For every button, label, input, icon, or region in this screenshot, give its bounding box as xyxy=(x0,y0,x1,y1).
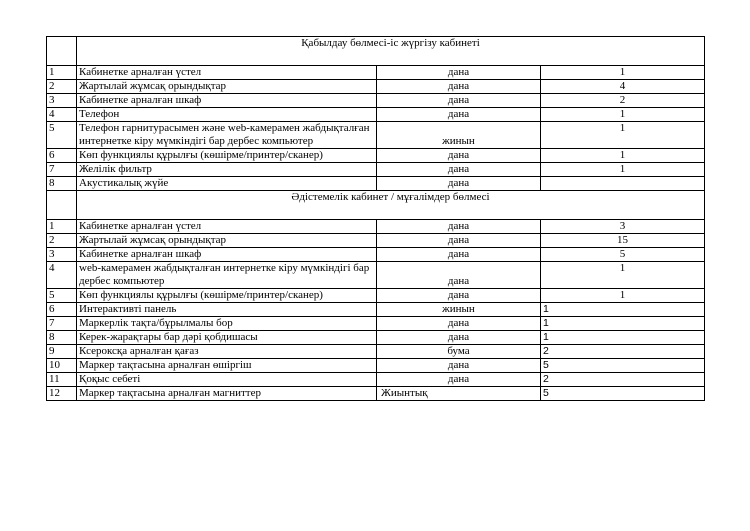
item-name: Қоқыс себеті xyxy=(77,373,377,387)
row-number: 3 xyxy=(47,94,77,108)
item-name: Көп функциялы құрылғы (көшірме/принтер/сканер) xyxy=(77,149,377,163)
item-quantity: 1 xyxy=(541,163,705,177)
item-quantity: 1 xyxy=(541,262,705,289)
item-quantity: 4 xyxy=(541,80,705,94)
item-unit: дана xyxy=(377,317,541,331)
inventory-table xyxy=(46,36,705,401)
item-quantity xyxy=(541,177,705,191)
item-unit: дана xyxy=(377,80,541,94)
item-name: Акустикалық жүйе xyxy=(77,177,377,191)
item-quantity: 15 xyxy=(541,234,705,248)
table-row xyxy=(47,80,705,94)
row-number: 11 xyxy=(47,373,77,387)
table-row xyxy=(47,331,705,345)
table-row xyxy=(47,373,705,387)
item-quantity: 1 xyxy=(541,289,705,303)
table-row xyxy=(47,317,705,331)
item-unit: дана xyxy=(377,163,541,177)
row-number: 5 xyxy=(47,289,77,303)
item-unit: дана xyxy=(377,331,541,345)
item-name: Маркер тақтасына арналған өшіргіш xyxy=(77,359,377,373)
item-quantity: 1 xyxy=(541,303,705,317)
table-row xyxy=(47,289,705,303)
table-row xyxy=(47,345,705,359)
item-name: Телефон гарнитурасымен және web-камерамен жабдықталған интернетке кіру мүмкіндігі бар дербес компьютер xyxy=(77,122,377,149)
table-row xyxy=(47,108,705,122)
table-row xyxy=(47,262,705,289)
table-row xyxy=(47,220,705,234)
item-name: Кабинетке арналған шкаф xyxy=(77,248,377,262)
item-name: Ксероксқа арналған қағаз xyxy=(77,345,377,359)
item-name: Интерактивті панель xyxy=(77,303,377,317)
item-name: Маркерлік тақта/бұрылмалы бор xyxy=(77,317,377,331)
item-name: Телефон xyxy=(77,108,377,122)
item-unit: дана xyxy=(377,262,541,289)
table-row xyxy=(47,122,705,149)
row-number: 4 xyxy=(47,108,77,122)
item-unit: дана xyxy=(377,248,541,262)
section-header-row xyxy=(47,191,705,220)
row-number: 8 xyxy=(47,177,77,191)
table-row xyxy=(47,234,705,248)
row-number: 9 xyxy=(47,345,77,359)
table-row xyxy=(47,359,705,373)
empty-cell xyxy=(47,191,77,220)
table-row xyxy=(47,303,705,317)
item-quantity: 5 xyxy=(541,387,705,401)
section-header-row xyxy=(47,37,705,66)
item-name: Жартылай жұмсақ орындықтар xyxy=(77,234,377,248)
item-quantity: 1 xyxy=(541,149,705,163)
table-row xyxy=(47,387,705,401)
item-unit: дана xyxy=(377,289,541,303)
item-unit: бума xyxy=(377,345,541,359)
item-quantity: 2 xyxy=(541,373,705,387)
row-number: 4 xyxy=(47,262,77,289)
row-number: 2 xyxy=(47,234,77,248)
row-number: 2 xyxy=(47,80,77,94)
item-unit: дана xyxy=(377,108,541,122)
table-row xyxy=(47,66,705,80)
item-unit: Жиынтық xyxy=(377,387,541,401)
row-number: 5 xyxy=(47,122,77,149)
item-name: Кабинетке арналған үстел xyxy=(77,220,377,234)
row-number: 12 xyxy=(47,387,77,401)
item-name: Жартылай жұмсақ орындықтар xyxy=(77,80,377,94)
item-unit: дана xyxy=(377,94,541,108)
empty-cell xyxy=(47,37,77,66)
item-quantity: 5 xyxy=(541,359,705,373)
row-number: 7 xyxy=(47,163,77,177)
section-title-reception: Қабылдау бөлмесі-іс жүргізу кабинеті xyxy=(77,37,705,66)
item-unit: дана xyxy=(377,66,541,80)
section-title-methodical: Әдістемелік кабинет / мұғалімдер бөлмесі xyxy=(77,191,705,220)
item-name: Кабинетке арналған шкаф xyxy=(77,94,377,108)
row-number: 6 xyxy=(47,149,77,163)
row-number: 6 xyxy=(47,303,77,317)
table-row xyxy=(47,248,705,262)
row-number: 1 xyxy=(47,66,77,80)
item-name: Кабинетке арналған үстел xyxy=(77,66,377,80)
item-unit: дана xyxy=(377,149,541,163)
table-row xyxy=(47,94,705,108)
item-quantity: 1 xyxy=(541,317,705,331)
table-row xyxy=(47,177,705,191)
item-quantity: 2 xyxy=(541,94,705,108)
item-name: Желілік фильтр xyxy=(77,163,377,177)
item-quantity: 5 xyxy=(541,248,705,262)
item-quantity: 1 xyxy=(541,331,705,345)
item-quantity: 2 xyxy=(541,345,705,359)
item-quantity: 3 xyxy=(541,220,705,234)
table-row xyxy=(47,163,705,177)
item-unit: дана xyxy=(377,234,541,248)
item-name: Көп функциялы құрылғы (көшірме/принтер/сканер) xyxy=(77,289,377,303)
table-row xyxy=(47,149,705,163)
item-quantity: 1 xyxy=(541,108,705,122)
item-unit: дана xyxy=(377,359,541,373)
item-unit: жинын xyxy=(377,303,541,317)
row-number: 3 xyxy=(47,248,77,262)
item-unit: дана xyxy=(377,373,541,387)
item-quantity: 1 xyxy=(541,66,705,80)
item-unit: дана xyxy=(377,177,541,191)
item-unit: жинын xyxy=(377,122,541,149)
item-quantity: 1 xyxy=(541,122,705,149)
row-number: 10 xyxy=(47,359,77,373)
row-number: 8 xyxy=(47,331,77,345)
item-name: web-камерамен жабдықталған интернетке кіру мүмкіндігі бар дербес компьютер xyxy=(77,262,377,289)
item-name: Маркер тақтасына арналған магниттер xyxy=(77,387,377,401)
row-number: 1 xyxy=(47,220,77,234)
item-unit: дана xyxy=(377,220,541,234)
row-number: 7 xyxy=(47,317,77,331)
item-name: Керек-жарақтары бар дәрі қобдишасы xyxy=(77,331,377,345)
